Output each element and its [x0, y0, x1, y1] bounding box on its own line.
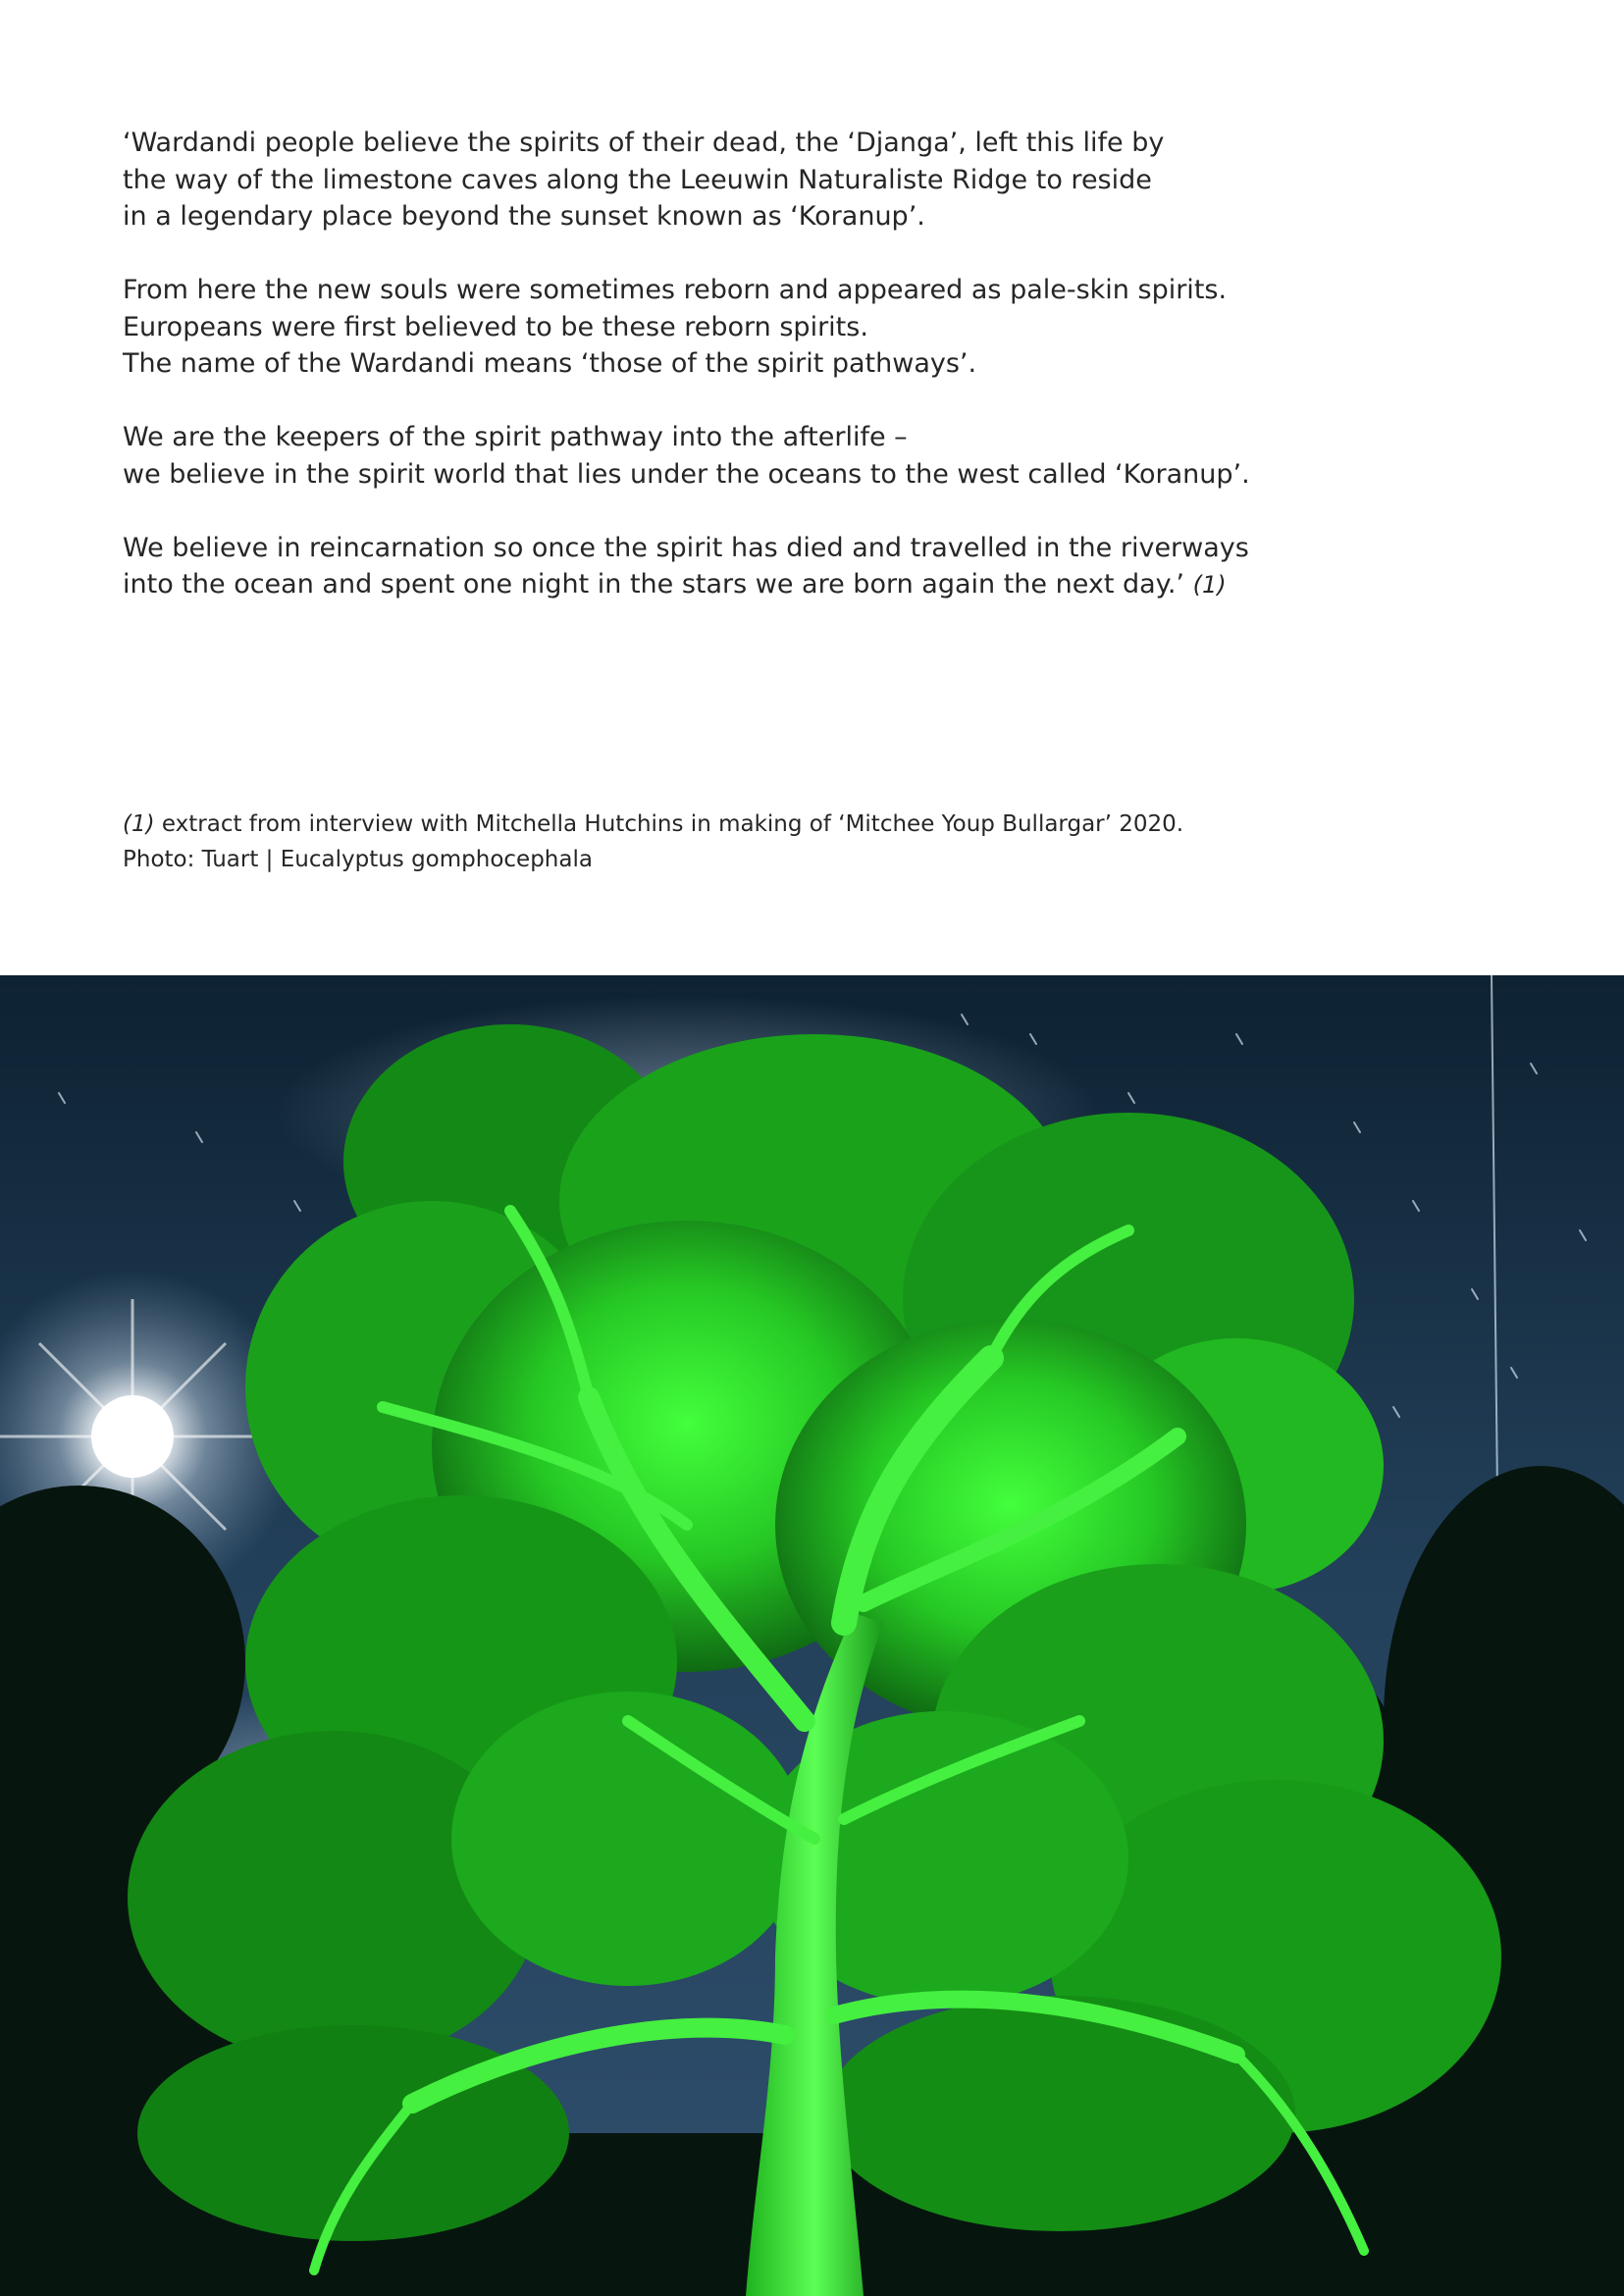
quote-paragraph-2	[123, 272, 1398, 383]
footnote-1	[123, 807, 1183, 842]
quote-line-text: into the ocean and spent one night in the stars we are born again the next day.’	[123, 569, 1184, 600]
quote-paragraph-3	[123, 419, 1398, 493]
quote-line: ‘Wardandi people believe the spirits of their dead, the ‘Djanga’, left this life by	[123, 128, 1165, 158]
quote-line: The name of the Wardandi means ‘those of the spirit pathways’.	[123, 348, 977, 379]
tree-illustration	[0, 975, 1624, 2296]
photo-caption: Photo: Tuart | Eucalyptus gomphocephala	[123, 847, 593, 872]
footnote-reference: (1)	[1192, 571, 1227, 599]
quote-line: the way of the limestone caves along the Leeuwin Naturaliste Ridge to reside	[123, 164, 1152, 195]
quote-line: Europeans were first believed to be these reborn spirits.	[123, 311, 868, 342]
moon	[91, 1395, 174, 1478]
quote-line	[123, 566, 1398, 604]
footnote-text: extract from interview with Mitchella Hutchins in making of ‘Mitchee Youp Bullargar’ 2020.	[154, 811, 1184, 837]
quote-line: in a legendary place beyond the sunset known as ‘Koranup’.	[123, 201, 925, 232]
quote-paragraph-4	[123, 530, 1398, 604]
footnotes	[123, 807, 1183, 877]
tuart-tree-photo	[0, 975, 1624, 2296]
quote-line: We believe in reincarnation so once the spirit has died and travelled in the riverways	[123, 532, 1249, 563]
quote-line: we believe in the spirit world that lies under the oceans to the west called ‘Koranup’.	[123, 458, 1250, 490]
quote-block	[123, 125, 1398, 641]
quote-line: We are the keepers of the spirit pathway into the afterlife –	[123, 422, 908, 452]
footnote-marker: (1)	[123, 811, 155, 837]
quote-paragraph-1	[123, 125, 1398, 235]
quote-line: From here the new souls were sometimes reborn and appeared as pale-skin spirits.	[123, 275, 1228, 305]
